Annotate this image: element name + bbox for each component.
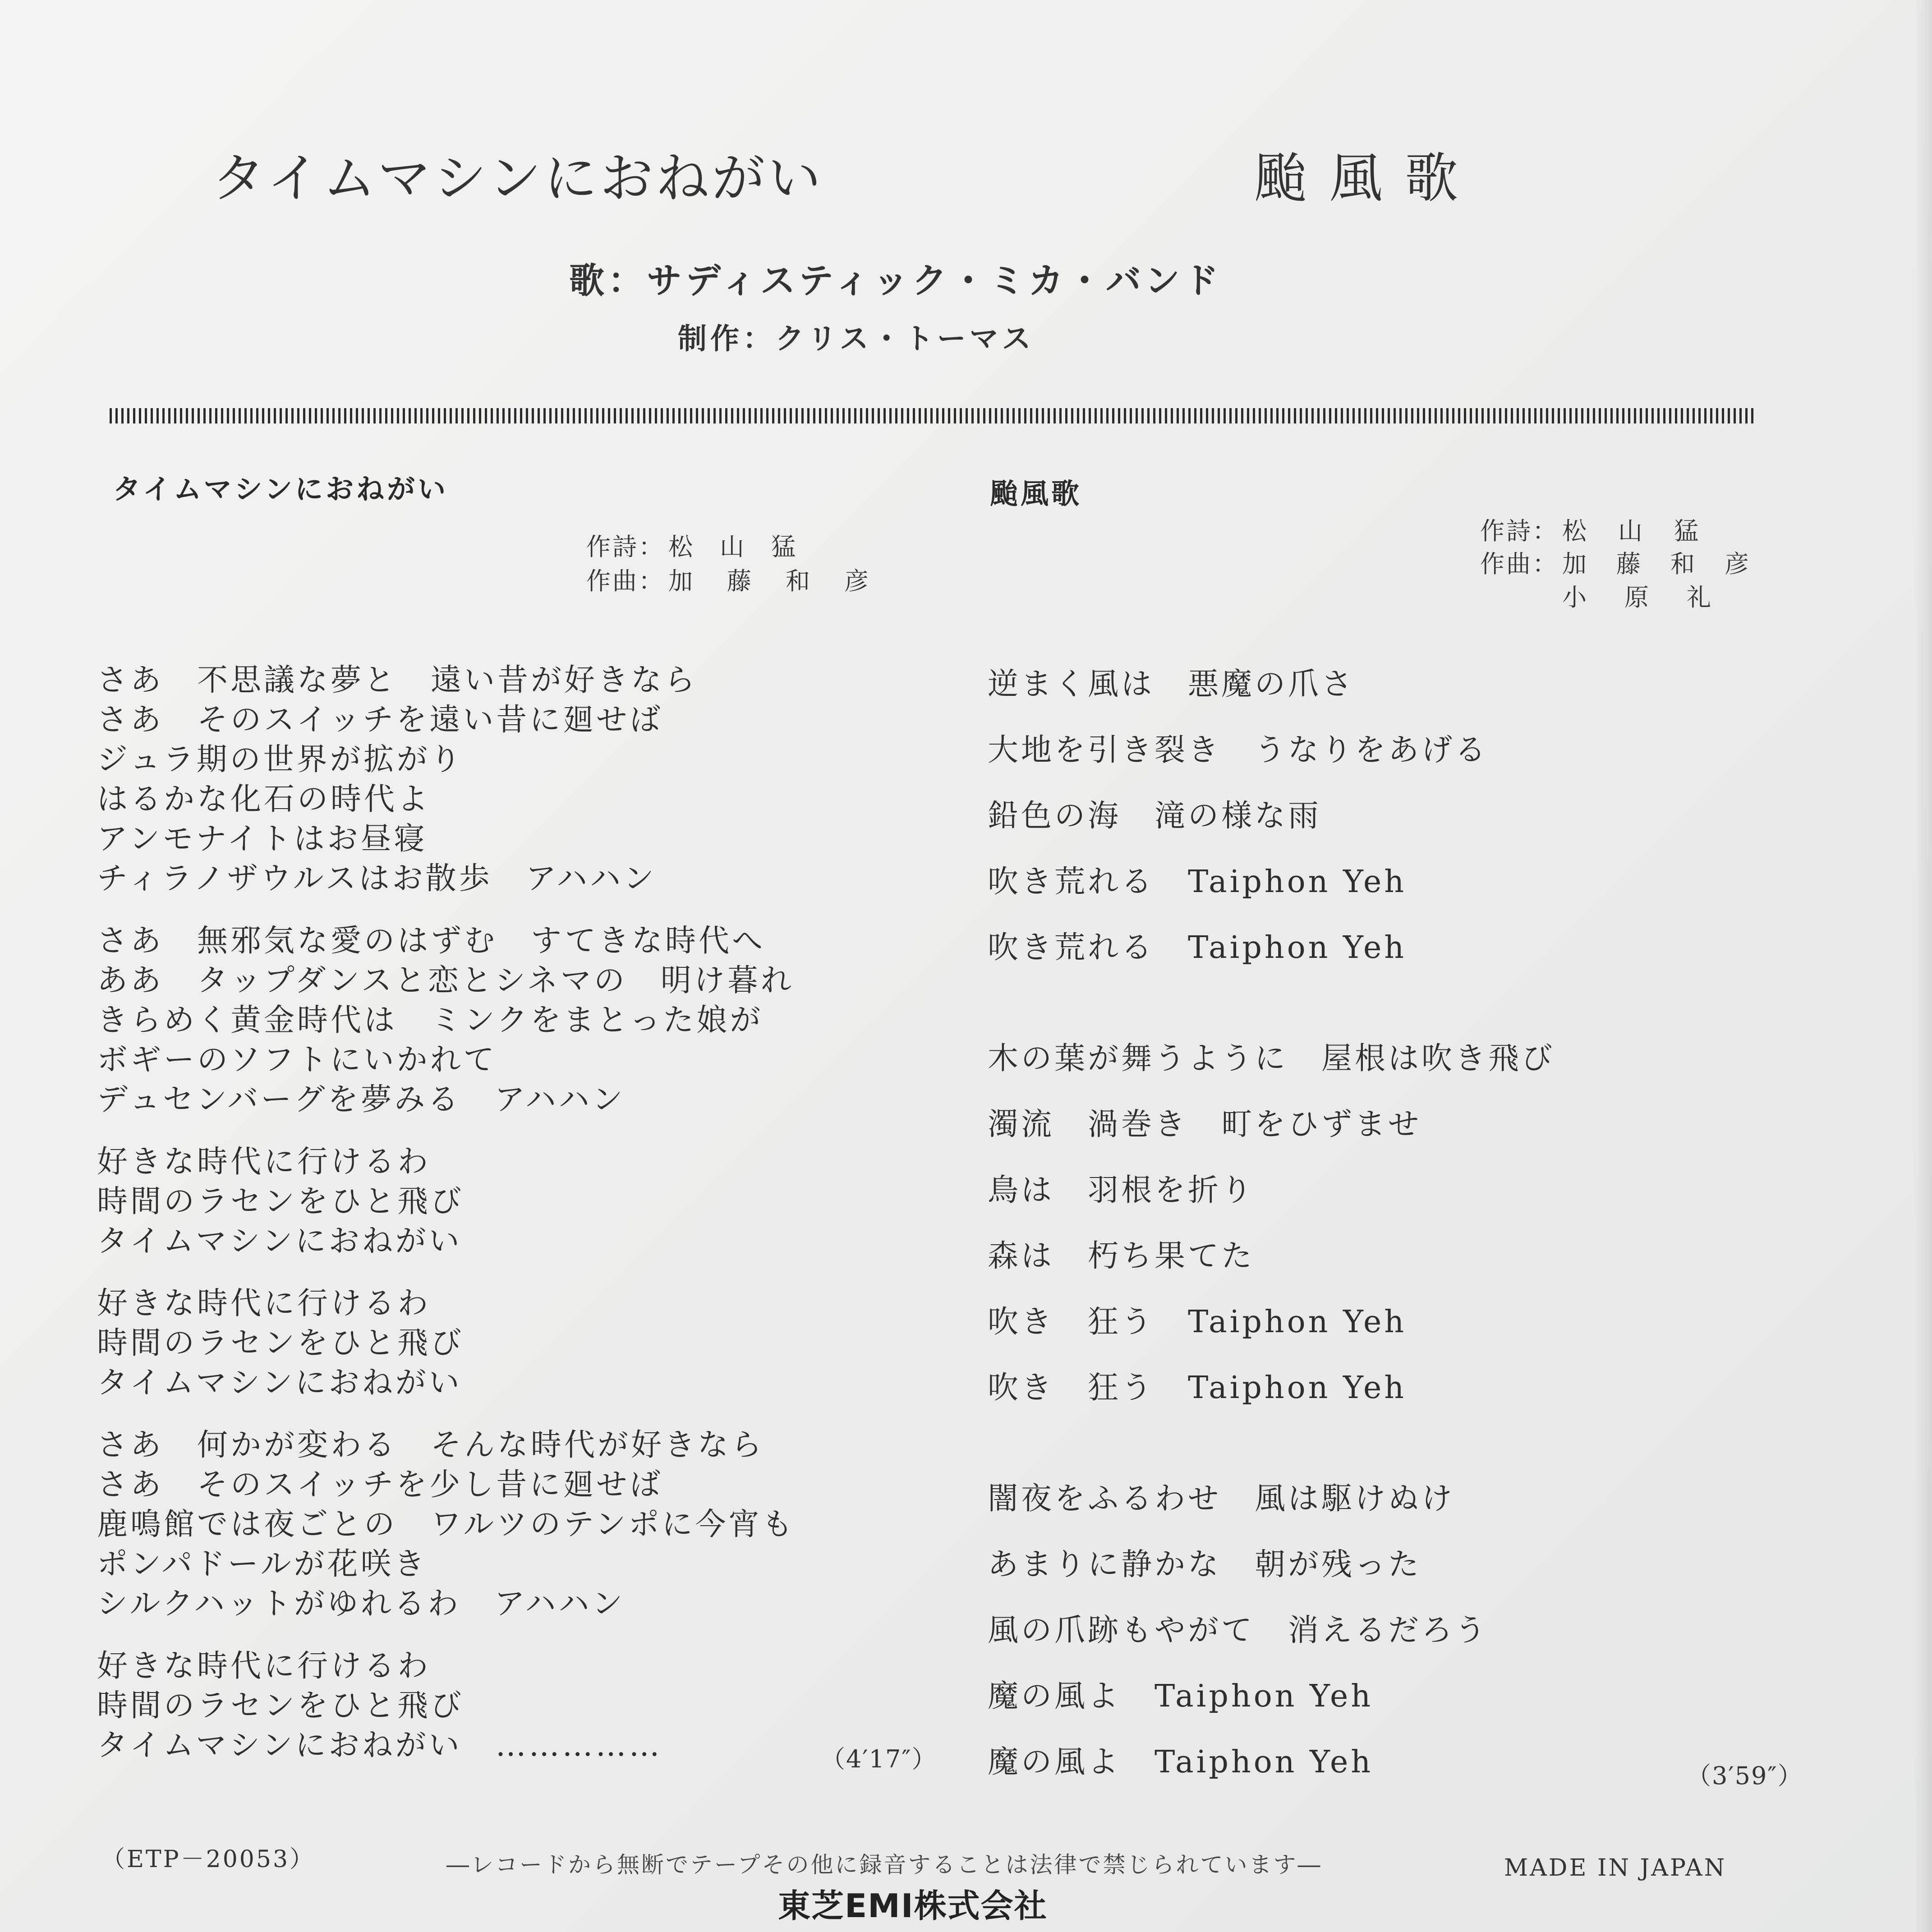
lyric-line: シルクハットがゆれるわ アハハン (97, 1586, 626, 1622)
lyric-line: タイムマシンにおねがい (97, 1224, 462, 1259)
made-in-japan: MADE IN JAPAN (1504, 1854, 1727, 1881)
lyric-line: 時間のラセンをひと飛び (97, 1688, 465, 1724)
song2-duration: （3′59″） (1687, 1762, 1803, 1790)
lyric-line: 時間のラセンをひと飛び (97, 1325, 465, 1361)
song2-lyricist (1480, 512, 1730, 547)
lyric-line: ジュラ期の世界が拡がり (97, 742, 464, 777)
lyric-line: 魔の風よ Taiphon Yeh (988, 1679, 1374, 1714)
song2-composer (1480, 545, 1779, 580)
lyric-line: 吹き荒れる Taiphon Yeh (988, 864, 1407, 900)
lyricist-name: 松山猛 (668, 533, 823, 561)
lyric-line: 好きな時代に行けるわ (97, 1286, 431, 1321)
composer-name: 加藤和彦 (668, 567, 903, 595)
song2-heading: 颱風歌 (990, 477, 1082, 510)
title-time-machine: タイムマシンにおねがい (212, 147, 824, 209)
lyric-line: 濁流 渦巻き 町をひずませ (988, 1107, 1422, 1142)
lyric-line: さあ 無邪気な愛のはずむ すてきな時代へ (97, 923, 766, 959)
lyric-line: タイムマシンにおねがい …………… (97, 1728, 662, 1763)
composer-name: 加藤和彦 (1562, 550, 1779, 578)
lyric-line: タイムマシンにおねがい (97, 1365, 462, 1401)
company-name: 東芝EMI株式会社 (778, 1887, 1048, 1925)
lyricist-label: 作詩： (1480, 517, 1559, 545)
lyric-line: 吹き 狂う Taiphon Yeh (988, 1370, 1407, 1406)
stanza (97, 1647, 796, 1766)
divider-rule (110, 408, 1754, 423)
song2-co-composer (1480, 578, 1749, 613)
lyric-line: ああ タップダンスと恋とシネマの 明け暮れ (97, 963, 794, 998)
stanza (97, 1142, 796, 1261)
stanza-gap (988, 1421, 1555, 1466)
lyric-line: 森は 朽ち果てた (988, 1238, 1255, 1274)
lyric-line: さあ そのスイッチを遠い昔に廻せば (97, 702, 663, 738)
lyric-line: 好きな時代に行けるわ (97, 1144, 431, 1180)
lyric-line: 鉛色の海 滝の様な雨 (988, 798, 1322, 834)
lyric-line: 鹿鳴館では夜ごとの ワルツのテンポに今宵も (97, 1507, 796, 1542)
stanza (97, 1426, 796, 1624)
stanza (97, 661, 796, 899)
lyric-line: 魔の風よ Taiphon Yeh (988, 1744, 1374, 1780)
lyric-line: 吹き荒れる Taiphon Yeh (988, 930, 1407, 966)
lyric-line: ボギーのソフトにいかれて (97, 1042, 497, 1078)
song1-lyricist (586, 528, 823, 562)
lyric-line: 吹き 狂う Taiphon Yeh (988, 1304, 1407, 1340)
copyright-notice: ―レコードから無断でテープその他に録音することは法律で禁じられています― (446, 1852, 1322, 1878)
lyric-line: さあ 不思議な夢と 遠い昔が好きなら (97, 662, 698, 698)
lyric-line: 鳥は 羽根を折り (988, 1173, 1255, 1208)
lyric-line: あまりに静かな 朝が残った (988, 1547, 1422, 1582)
lyricist-label: 作詩： (586, 533, 665, 561)
stanza (97, 1284, 796, 1403)
lyric-line: 逆まく風は 悪魔の爪さ (988, 667, 1355, 702)
co-composer-name: 小原礼 (1562, 583, 1749, 612)
lyric-line: 闇夜をふるわせ 風は駆けぬけ (988, 1481, 1455, 1517)
lyric-line: チィラノザウルスはお散歩 アハハン (97, 861, 657, 897)
lyric-line: はるかな化石の時代よ (97, 782, 431, 817)
lyric-line: 大地を引き裂き うなりをあげる (988, 732, 1489, 768)
paper-edge-shadow (1914, 0, 1932, 1932)
song1-lyrics (97, 661, 796, 1788)
lyric-line: 時間のラセンをひと飛び (97, 1184, 465, 1219)
composer-label: 作曲： (586, 567, 665, 595)
lyric-line: きらめく黄金時代は ミンクをまとった娘が (97, 1003, 764, 1038)
lyricist-name: 松山猛 (1562, 517, 1730, 545)
song2-lyrics (988, 652, 1555, 1795)
stanza-gap (988, 981, 1555, 1026)
title-typhoon-song: 颱 風 歌 (1254, 147, 1461, 209)
lyric-line: 好きな時代に行けるわ (97, 1648, 431, 1684)
lyric-line: デュセンバーグを夢みる アハハン (97, 1082, 626, 1118)
artist-credit: 歌：サディスティック・ミカ・バンド (569, 261, 1222, 301)
producer-credit: 制作：クリス・トーマス (678, 322, 1035, 356)
lyric-line: さあ そのスイッチを少し昔に廻せば (97, 1467, 663, 1503)
composer-label: 作曲： (1480, 550, 1559, 578)
lyric-line: アンモナイトはお昼寝 (97, 821, 428, 857)
lyric-line: 木の葉が舞うように 屋根は吹き飛び (988, 1041, 1555, 1076)
lyric-line: ポンパドールが花咲き (97, 1546, 428, 1582)
stanza (97, 921, 796, 1120)
song1-heading: タイムマシンにおねがい (113, 473, 448, 506)
lyric-line: さあ 何かが変わる そんな時代が好きなら (97, 1427, 765, 1463)
song1-composer (586, 562, 903, 597)
catalog-number: （ETP－20053） (101, 1846, 315, 1873)
song1-duration: （4′17″） (821, 1745, 937, 1773)
lyric-line: 風の爪跡もやがて 消えるだろう (988, 1613, 1489, 1648)
